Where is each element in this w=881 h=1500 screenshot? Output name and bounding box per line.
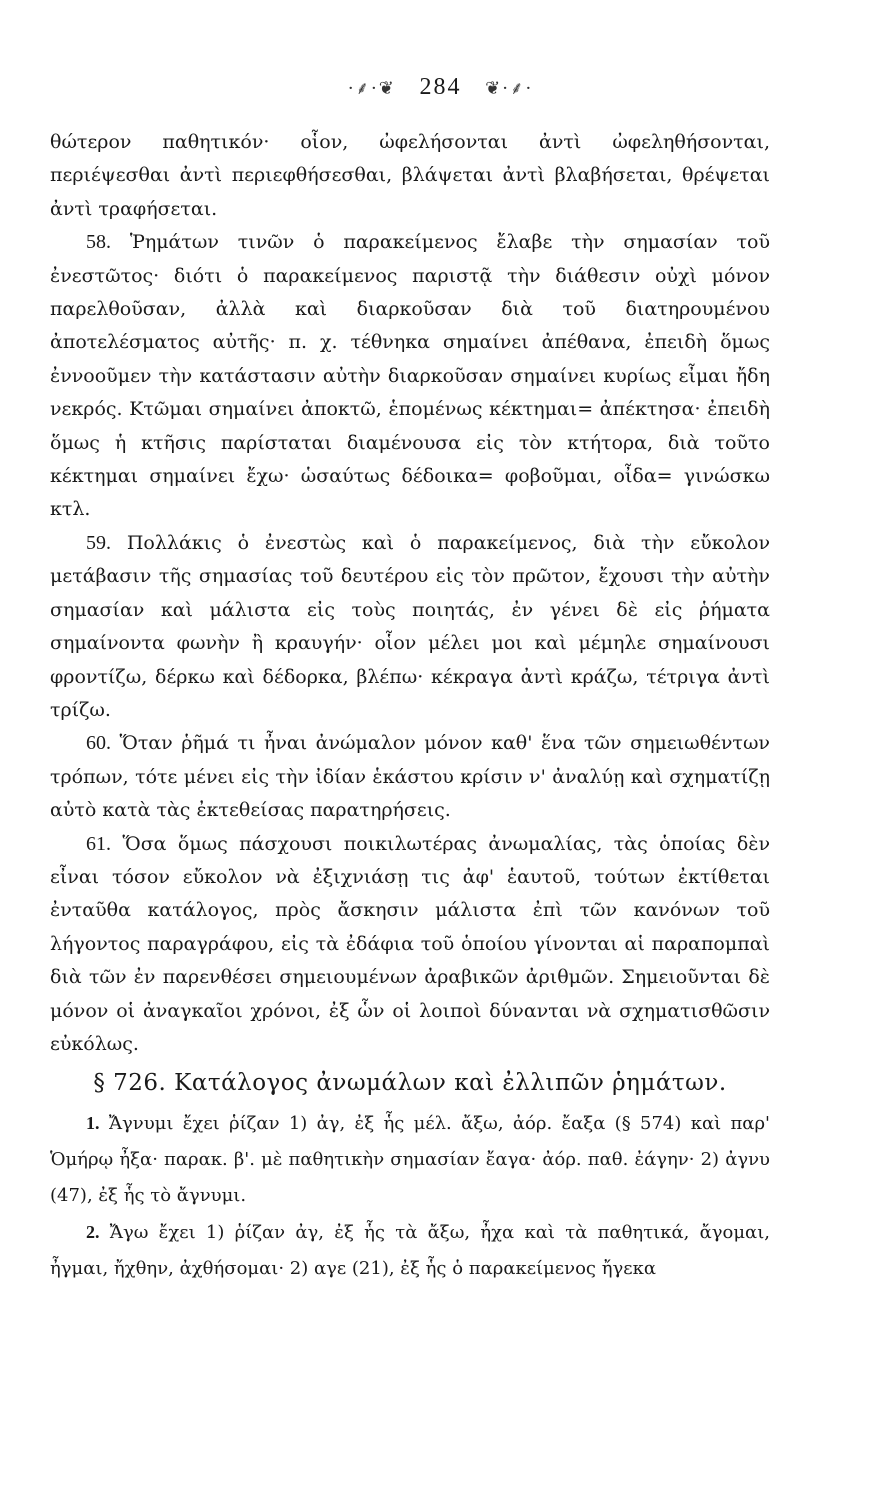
list-item: [50, 1214, 770, 1287]
paragraph-number: 60.: [86, 732, 111, 755]
entry-number: 1.: [86, 1112, 100, 1133]
entry-text: Ἄγνυμι ἔχει ῥίζαν 1) ἀγ, ἐξ ἧς μέλ. ἄξω, ἀόρ. ἔαξα (§ 574) καὶ παρ' Ὁμήρῳ ἦξα· παρακ. β'. μὲ παθητικὴν σημασίαν ἔαγα· ἀόρ. παθ. ἐάγην· 2) ἀγνυ (47), ἐξ ἧς τὸ ἄγνυμι.: [50, 1112, 770, 1206]
paragraph-58: [50, 226, 770, 527]
paragraph-number: 58.: [86, 231, 111, 254]
paragraph-continuation: θώτερον παθητικόν· οἷον, ὠφελήσονται ἀντὶ ὠφεληθήσονται, περιέψεσθαι ἀντὶ περιεφθήσεσθαι, βλάψεται ἀντὶ βλαβήσεται, θρέψεται ἀντὶ τραφήσεται.: [50, 131, 770, 220]
paragraph-text: Ὅσα ὅμως πάσχουσι ποικιλωτέρας ἀνωμαλίας, τὰς ὁποίας δὲν εἶναι τόσον εὔκολον νὰ ἐξιχνιάσῃ τις ἀφ' ἑαυτοῦ, τούτων ἐκτίθεται ἐνταῦθα κατάλογος, πρὸς ἄσκησιν μάλιστα ἐπὶ τῶν κανόνων τοῦ λήγοντος παραγράφου, εἰς τὰ ἐδάφια τοῦ ὁποίου γίνονται αἱ παραπομπαὶ διὰ τῶν ἐν παρενθέσει σημειουμένων ἀραβικῶν ἀριθμῶν. Σημειοῦνται δὲ μόνον οἱ ἀναγκαῖοι χρόνοι, ἐξ ὧν οἱ λοιποὶ δύνανται νὰ σχηματισθῶσιν εὐκόλως.: [50, 832, 771, 1055]
paragraph-61: [50, 828, 770, 1062]
entry-number: 2.: [86, 1221, 100, 1242]
paragraph-text: Ῥημάτων τινῶν ὁ παρακείμενος ἔλαβε τὴν σημασίαν τοῦ ἐνεστῶτος· διότι ὁ παρακείμενος παριστᾷ τὴν διάθεσιν οὐχὶ μόνον παρελθοῦσαν, ἀλλὰ καὶ διαρκοῦσαν διὰ τοῦ διατηρουμένου ἀποτελέσματος αὐτῆς· π. χ. τέθνηκα σημαίνει ἀπέθανα, ἐπειδὴ ὅμως ἐννοοῦμεν τὴν κατάστασιν αὐτὴν διαρκοῦσαν σημαίνει κυρίως εἶμαι ἤδη νεκρός. Κτῶμαι σημαίνει ἀποκτῶ, ἑπομένως κέκτημαι= ἀπέκτησα· ἐπειδὴ ὅμως ἡ κτῆσις παρίσταται διαμένουσα εἰς τὸν κτήτορα, διὰ τοῦτο κέκτημαι σημαίνει ἔχω· ὡσαύτως δέδοικα= φοβοῦμαι, οἶδα= γινώσκω κτλ.: [50, 231, 770, 521]
list-item: [50, 1105, 770, 1214]
left-ornament: ·⸙·❦: [347, 78, 396, 99]
paragraph-number: 59.: [86, 531, 111, 554]
verb-list: [50, 1105, 770, 1287]
page-body: [50, 126, 770, 1287]
paragraph-59: [50, 527, 770, 727]
page-number: 284: [419, 74, 462, 100]
paragraph-text: Πολλάκις ὁ ἐνεστὼς καὶ ὁ παρακείμενος, διὰ τὴν εὔκολον μετάβασιν τῆς σημασίας τοῦ δευτέρου εἰς τὸν πρῶτον, ἔχουσι τὴν αὐτὴν σημασίαν καὶ μάλιστα εἰς τοὺς ποιητάς, ἐν γένει δὲ εἰς ῥήματα σημαίνοντα φωνὴν ἢ κραυγήν· οἷον μέλει μοι καὶ μέμηλε σημαίνουσι φροντίζω, δέρκω καὶ δέδορκα, βλέπω· κέκραγα ἀντὶ κράζω, τέτριγα ἀντὶ τρίζω.: [50, 531, 770, 721]
paragraph-60: [50, 727, 770, 827]
paragraph-text: Ὅταν ῥῆμά τι ἦναι ἀνώμαλον μόνον καθ' ἕνα τῶν σημειωθέντων τρόπων, τότε μένει εἰς τὴν ἰδίαν ἑκάστου κρίσιν ν' ἀναλύῃ καὶ σχηματίζῃ αὐτὸ κατὰ τὰς ἐκτεθείσας παρατηρήσεις.: [50, 732, 770, 822]
section-title: § 726. Κατάλογος ἀνωμάλων καὶ ἐλλιπῶν ῥημάτων.: [93, 1070, 727, 1097]
entry-text: Ἄγω ἔχει 1) ῥίζαν ἀγ, ἐξ ἧς τὰ ἄξω, ἦχα καὶ τὰ παθητικά, ἄγομαι, ἦγμαι, ἤχθην, ἀχθήσομαι· 2) αγε (21), ἐξ ἧς ὁ παρακείμενος ἤγεκα: [50, 1221, 770, 1279]
page-header: [0, 72, 881, 101]
paragraph-number: 61.: [86, 832, 111, 855]
right-ornament: ❦·⸙·: [485, 78, 534, 99]
